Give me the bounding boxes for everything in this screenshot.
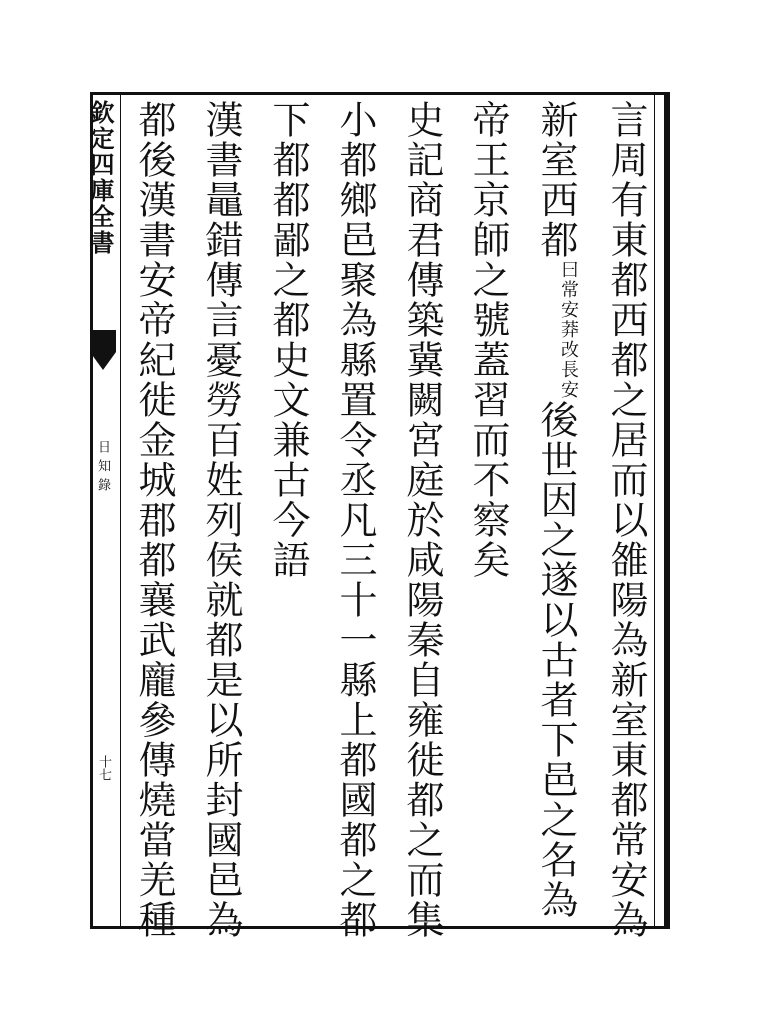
text-column-1: 言周有東都西都之居而以雒陽為新室東都常安為	[604, 100, 648, 940]
frame-right-border	[664, 92, 670, 928]
fishtail-mark	[90, 330, 116, 370]
text-column-5: 小都鄉邑聚為縣置令丞凡三十一縣上都國都之都	[333, 100, 377, 940]
frame-right-inner-border	[654, 92, 655, 928]
annotation-right: 莽改長安	[558, 320, 579, 400]
text-column-3: 帝王京師之號蓋習而不察矣	[466, 100, 510, 580]
column-2-text-before-note: 新室西都	[534, 100, 578, 260]
text-column-4: 史記商君傳築冀闕宮庭於咸陽秦自雍徙都之而集	[400, 100, 444, 940]
text-column-6: 下都都鄙之都史文兼古今語	[266, 100, 310, 580]
frame-bottom-border	[90, 926, 670, 929]
margin-divider-line	[120, 92, 121, 928]
annotation-left: 曰常安	[558, 260, 579, 320]
collection-title: 欽定四庫全書	[86, 100, 115, 256]
column-2-text-after-note: 後世因之遂以古者下邑之名為	[534, 400, 578, 920]
text-column-2	[534, 100, 578, 920]
text-column-7: 漢書鼂錯傳言憂勞百姓列侯就都是以所封國邑為	[199, 100, 243, 940]
page-number: 十七	[96, 755, 111, 781]
text-column-8: 都後漢書安帝紀徙金城郡都襄武龐參傳燒當羌種	[132, 100, 176, 940]
frame-top-border	[90, 92, 670, 95]
inline-annotation	[558, 260, 578, 400]
book-title: 日知錄	[95, 440, 110, 497]
